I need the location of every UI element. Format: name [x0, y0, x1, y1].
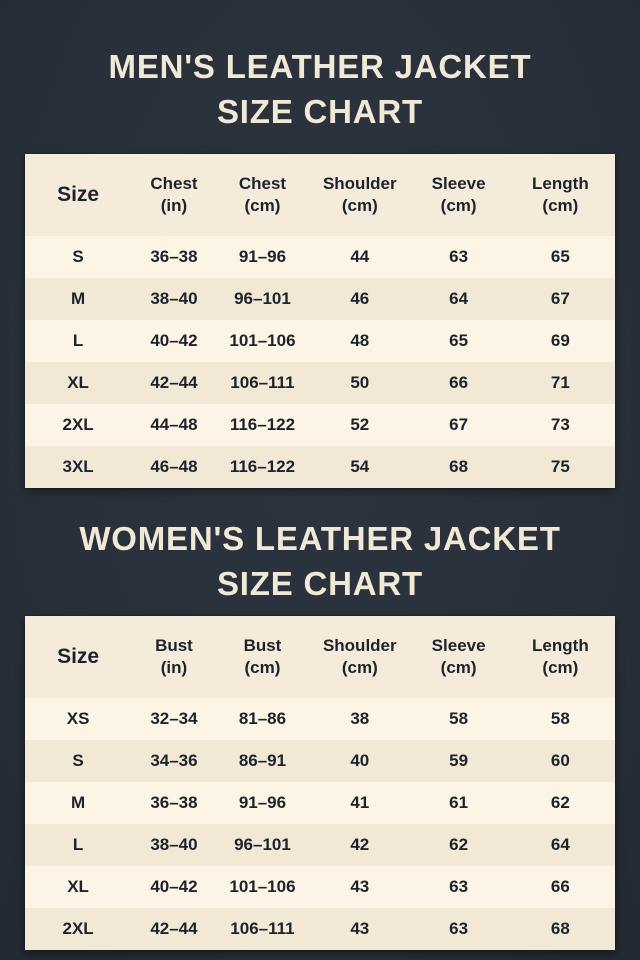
measurement-cell: 58 — [449, 709, 469, 728]
column-header-size: Size — [57, 183, 100, 206]
womens-size-table — [25, 616, 615, 950]
measurement-cell: 42–44 — [150, 919, 198, 938]
measurement-cell: 38 — [350, 709, 370, 728]
size-label-cell: 3XL — [62, 457, 94, 476]
measurement-cell: 36–38 — [150, 247, 198, 266]
measurement-cell: 64 — [550, 835, 570, 854]
table-row-m — [25, 278, 615, 320]
measurement-cell: 32–34 — [150, 709, 198, 728]
table-header-row — [25, 154, 615, 236]
measurement-cell: 40–42 — [150, 331, 198, 350]
measurement-cell: 62 — [550, 793, 570, 812]
table-row-s — [25, 740, 615, 782]
measurement-cell: 81–86 — [238, 709, 287, 728]
measurement-cell: 64 — [449, 289, 469, 308]
size-label-cell: 2XL — [62, 919, 94, 938]
measurement-cell: 44 — [350, 247, 370, 266]
column-header-shoulder-cm: Shoulder (cm) — [322, 636, 397, 677]
measurement-cell: 106–111 — [230, 373, 295, 392]
measurement-cell: 61 — [449, 793, 469, 812]
measurement-cell: 66 — [449, 373, 469, 392]
column-header-bust-cm: Bust (cm) — [243, 636, 282, 677]
size-label-cell: XL — [67, 877, 89, 896]
measurement-cell: 42 — [350, 835, 370, 854]
column-header-bust-in: Bust (in) — [155, 636, 193, 677]
measurement-cell: 48 — [350, 331, 370, 350]
table-row-m — [25, 782, 615, 824]
measurement-cell: 68 — [550, 919, 570, 938]
table-row-xs — [25, 698, 615, 740]
measurement-cell: 75 — [550, 457, 570, 476]
measurement-cell: 46 — [350, 289, 370, 308]
measurement-cell: 41 — [350, 793, 370, 812]
table-header-row — [25, 616, 615, 698]
measurement-cell: 62 — [449, 835, 469, 854]
measurement-cell: 36–38 — [150, 793, 198, 812]
measurement-cell: 106–111 — [230, 919, 295, 938]
measurement-cell: 101–106 — [229, 331, 296, 350]
size-label-cell: L — [72, 331, 84, 350]
measurement-cell: 52 — [350, 415, 370, 434]
column-header-shoulder-cm: Shoulder (cm) — [322, 174, 397, 215]
measurement-cell: 59 — [449, 751, 469, 770]
measurement-cell: 63 — [449, 877, 469, 896]
size-label-cell: M — [71, 793, 86, 812]
size-label-cell: M — [71, 289, 86, 308]
column-header-sleeve-cm: Sleeve (cm) — [431, 174, 486, 215]
column-header-size: Size — [57, 645, 100, 668]
womens-section-title — [0, 488, 640, 606]
table-row-l — [25, 824, 615, 866]
measurement-cell: 86–91 — [238, 751, 287, 770]
measurement-cell: 71 — [550, 373, 570, 392]
mens-size-table — [25, 154, 615, 488]
measurement-cell: 66 — [550, 877, 570, 896]
womens-title-line2: SIZE CHART — [217, 565, 423, 602]
column-header-sleeve-cm: Sleeve (cm) — [431, 636, 486, 677]
measurement-cell: 65 — [550, 247, 570, 266]
measurement-cell: 40–42 — [150, 877, 198, 896]
measurement-cell: 91–96 — [238, 247, 287, 266]
measurement-cell: 43 — [350, 877, 370, 896]
measurement-cell: 73 — [550, 415, 570, 434]
womens-section — [0, 488, 640, 950]
measurement-cell: 60 — [550, 751, 570, 770]
table-row-l — [25, 320, 615, 362]
measurement-cell: 58 — [550, 709, 570, 728]
measurement-cell: 63 — [449, 919, 469, 938]
measurement-cell: 67 — [449, 415, 469, 434]
measurement-cell: 43 — [350, 919, 370, 938]
measurement-cell: 63 — [449, 247, 469, 266]
size-label-cell: S — [72, 751, 84, 770]
table-row-xl — [25, 866, 615, 908]
measurement-cell: 46–48 — [150, 457, 198, 476]
measurement-cell: 44–48 — [150, 415, 198, 434]
table-row-3xl — [25, 446, 615, 488]
measurement-cell: 42–44 — [150, 373, 198, 392]
measurement-cell: 91–96 — [238, 793, 287, 812]
table-row-2xl — [25, 404, 615, 446]
size-label-cell: L — [72, 835, 84, 854]
column-header-chest-in: Chest (in) — [150, 174, 198, 215]
measurement-cell: 34–36 — [150, 751, 198, 770]
column-header-length-cm: Length (cm) — [532, 636, 589, 677]
column-header-length-cm: Length (cm) — [532, 174, 589, 215]
measurement-cell: 69 — [550, 331, 570, 350]
measurement-cell: 40 — [350, 751, 370, 770]
measurement-cell: 96–101 — [234, 289, 291, 308]
measurement-cell: 101–106 — [229, 877, 296, 896]
mens-section-title — [0, 0, 640, 134]
table-row-xl — [25, 362, 615, 404]
measurement-cell: 67 — [550, 289, 570, 308]
size-label-cell: XS — [66, 709, 90, 728]
measurement-cell: 116–122 — [229, 415, 296, 434]
womens-title-line1: WOMEN'S LEATHER JACKET — [79, 520, 561, 557]
size-label-cell: S — [72, 247, 84, 266]
measurement-cell: 54 — [350, 457, 370, 476]
table-row-2xl — [25, 908, 615, 950]
measurement-cell: 65 — [449, 331, 469, 350]
measurement-cell: 116–122 — [229, 457, 296, 476]
measurement-cell: 68 — [449, 457, 469, 476]
measurement-cell: 38–40 — [150, 289, 198, 308]
size-label-cell: XL — [67, 373, 89, 392]
measurement-cell: 96–101 — [234, 835, 291, 854]
measurement-cell: 50 — [350, 373, 370, 392]
measurement-cell: 38–40 — [150, 835, 198, 854]
mens-title-line2: SIZE CHART — [217, 93, 423, 130]
column-header-chest-cm: Chest (cm) — [238, 174, 287, 215]
table-row-s — [25, 236, 615, 278]
mens-title-line1: MEN'S LEATHER JACKET — [108, 48, 532, 85]
size-label-cell: 2XL — [62, 415, 94, 434]
